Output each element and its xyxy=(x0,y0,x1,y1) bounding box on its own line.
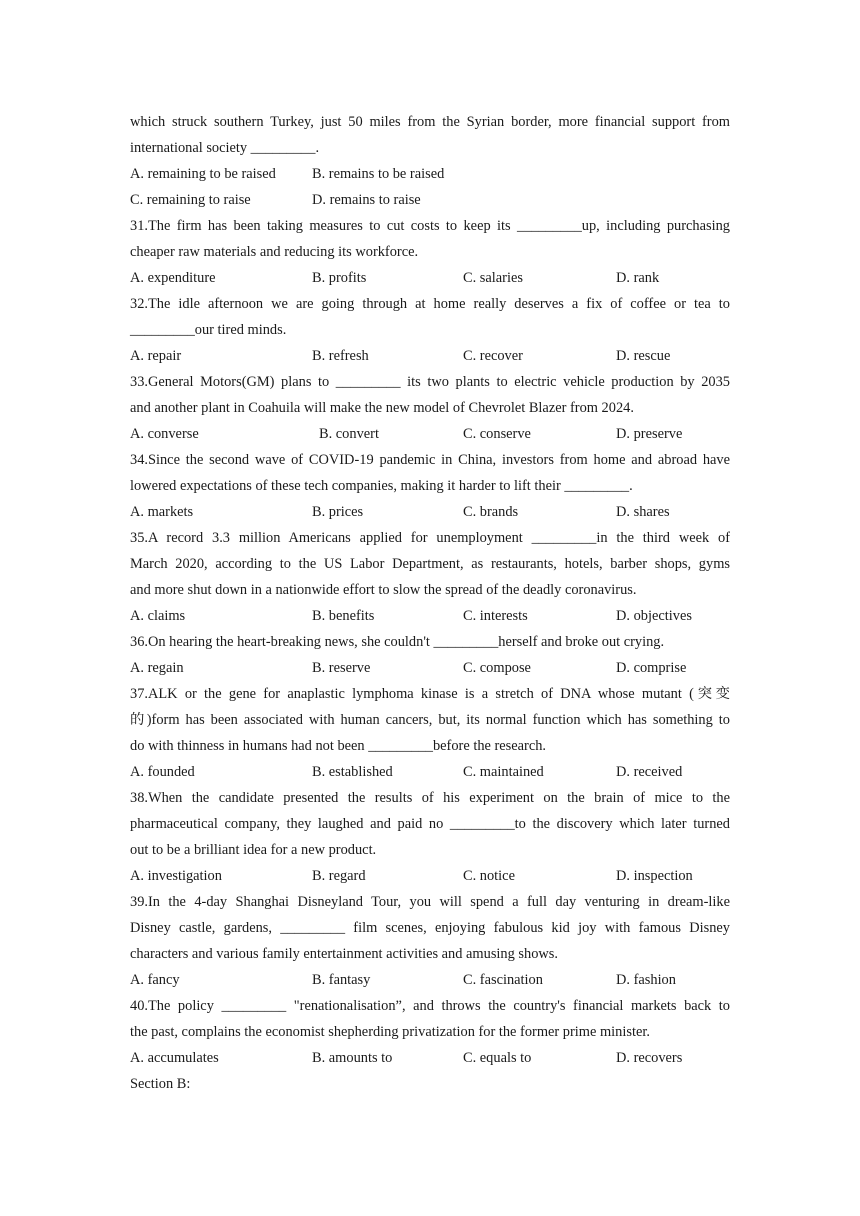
question-32 xyxy=(130,291,730,369)
option-c: C. conserve xyxy=(463,426,531,442)
question-line: cheaper raw materials and reducing its workforce. xyxy=(130,244,419,260)
question-line: 39.In the 4-day Shanghai Disneyland Tour, you will spend a full day venturing in dream-like xyxy=(130,894,730,910)
exam-page xyxy=(130,109,730,1097)
option-c: C. salaries xyxy=(463,270,523,286)
question-line: do with thinness in humans had not been _________before the research. xyxy=(130,738,547,754)
option-d: D. shares xyxy=(616,504,670,520)
option-d: D. inspection xyxy=(616,868,693,884)
option-a: A. fancy xyxy=(130,972,180,988)
option-a: A. regain xyxy=(130,660,184,676)
option-d: D. received xyxy=(616,764,683,780)
option-d: D. objectives xyxy=(616,608,692,624)
question-line: the past, complains the economist shepherding privatization for the former prime minister. xyxy=(130,1024,650,1040)
option-d: D. rescue xyxy=(616,348,671,364)
option-b: B. profits xyxy=(312,270,367,286)
question-line: characters and various family entertainment activities and amusing shows. xyxy=(130,946,558,962)
options-row xyxy=(130,655,730,681)
option-a: A. markets xyxy=(130,504,194,520)
option-b: B. amounts to xyxy=(312,1050,393,1066)
question-35 xyxy=(130,525,730,629)
option-c: C. equals to xyxy=(463,1050,532,1066)
q30-options-row-1 xyxy=(130,161,730,187)
question-39 xyxy=(130,889,730,993)
section-b-heading: Section B: xyxy=(130,1076,191,1092)
options-row xyxy=(130,1045,730,1071)
option-a: A. accumulates xyxy=(130,1050,219,1066)
question-line: 33.General Motors(GM) plans to _________ its two plants to electric vehicle production by 2035 xyxy=(130,374,730,390)
question-line: 36.On hearing the heart-breaking news, she couldn't _________herself and broke out crying. xyxy=(130,634,665,650)
question-38 xyxy=(130,785,730,889)
question-line: and another plant in Coahuila will make the new model of Chevrolet Blazer from 2024. xyxy=(130,400,634,416)
option-a: A. repair xyxy=(130,348,182,364)
question-line: 的)form has been associated with human cancers, but, its normal function which has something to xyxy=(130,712,730,728)
question-line: 38.When the candidate presented the results of his experiment on the brain of mice to the xyxy=(130,790,730,806)
options-row xyxy=(130,759,730,785)
option-d: D. fashion xyxy=(616,972,676,988)
question-line: 34.Since the second wave of COVID-19 pandemic in China, investors from home and abroad have xyxy=(130,452,730,468)
question-40 xyxy=(130,993,730,1071)
question-line: 37.ALK or the gene for anaplastic lymphoma kinase is a stretch of DNA whose mutant (突变 xyxy=(130,686,730,702)
question-37 xyxy=(130,681,730,785)
option-d: D. rank xyxy=(616,270,660,286)
option-b: B. convert xyxy=(319,426,379,442)
q30-option-d: D. remains to raise xyxy=(312,192,421,208)
options-row xyxy=(130,421,730,447)
option-c: C. interests xyxy=(463,608,528,624)
option-a: A. investigation xyxy=(130,868,222,884)
options-row xyxy=(130,967,730,993)
question-line: and more shut down in a nationwide effort to slow the spread of the deadly coronavirus. xyxy=(130,582,637,598)
option-b: B. established xyxy=(312,764,393,780)
question-line: 31.The firm has been taking measures to cut costs to keep its _________up, including purchasing xyxy=(130,218,730,234)
option-b: B. reserve xyxy=(312,660,371,676)
question-line: lowered expectations of these tech companies, making it harder to lift their _________. xyxy=(130,478,633,494)
option-d: D. preserve xyxy=(616,426,683,442)
q30-options-row-2 xyxy=(130,187,730,213)
option-b: B. regard xyxy=(312,868,366,884)
options-row xyxy=(130,603,730,629)
question-line: out to be a brilliant idea for a new product. xyxy=(130,842,377,858)
option-b: B. refresh xyxy=(312,348,369,364)
option-b: B. benefits xyxy=(312,608,375,624)
q30-option-c: C. remaining to raise xyxy=(130,192,251,208)
option-d: D. comprise xyxy=(616,660,687,676)
intro-line-2: international society _________. xyxy=(130,140,320,156)
question-line: March 2020, according to the US Labor Department, as restaurants, hotels, barber shops, gyms xyxy=(130,556,730,572)
option-b: B. prices xyxy=(312,504,364,520)
option-a: A. converse xyxy=(130,426,199,442)
question-line: 40.The policy _________ "renationalisation”, and throws the country's financial markets back to xyxy=(130,998,730,1014)
option-c: C. compose xyxy=(463,660,531,676)
question-line: _________our tired minds. xyxy=(130,322,287,338)
option-a: A. founded xyxy=(130,764,195,780)
option-c: C. fascination xyxy=(463,972,543,988)
q30-option-a: A. remaining to be raised xyxy=(130,166,276,182)
option-d: D. recovers xyxy=(616,1050,683,1066)
options-row xyxy=(130,343,730,369)
option-c: C. notice xyxy=(463,868,515,884)
question-line: 32.The idle afternoon we are going through at home really deserves a fix of coffee or tea to xyxy=(130,296,730,312)
question-31 xyxy=(130,213,730,291)
question-line: 35.A record 3.3 million Americans applied for unemployment _________in the third week of xyxy=(130,530,730,546)
options-row xyxy=(130,499,730,525)
question-line: pharmaceutical company, they laughed and paid no _________to the discovery which later turned xyxy=(130,816,730,832)
option-a: A. expenditure xyxy=(130,270,216,286)
option-c: C. maintained xyxy=(463,764,544,780)
question-36 xyxy=(130,629,730,681)
question-line: Disney castle, gardens, _________ film scenes, enjoying fabulous kid joy with famous Disney xyxy=(130,920,730,936)
intro-line-1: which struck southern Turkey, just 50 miles from the Syrian border, more financial support from xyxy=(130,114,730,130)
q30-option-b: B. remains to be raised xyxy=(312,166,445,182)
option-c: C. brands xyxy=(463,504,519,520)
question-34 xyxy=(130,447,730,525)
question-33 xyxy=(130,369,730,447)
option-b: B. fantasy xyxy=(312,972,371,988)
option-c: C. recover xyxy=(463,348,523,364)
option-a: A. claims xyxy=(130,608,186,624)
options-row xyxy=(130,863,730,889)
options-row xyxy=(130,265,730,291)
